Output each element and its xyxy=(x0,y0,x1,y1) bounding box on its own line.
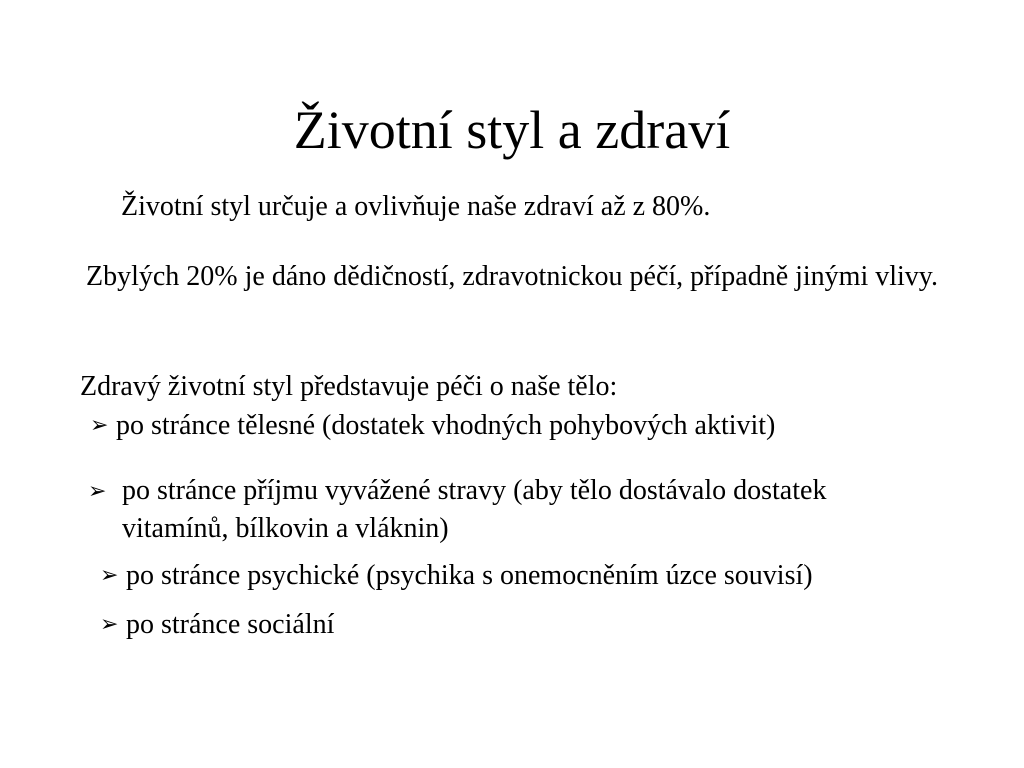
bullet-item xyxy=(100,557,813,594)
arrow-bullet-icon: ➢ xyxy=(100,611,119,636)
bullet-text: po stránce příjmu vyvážené stravy (aby tělo dostávalo dostatek vitamínů, bílkovin a vláknin) xyxy=(122,475,827,544)
bullet-text: po stránce sociální xyxy=(126,609,335,640)
arrow-bullet-icon: ➢ xyxy=(90,412,109,437)
bullet-text: po stránce tělesné (dostatek vhodných pohybových aktivit) xyxy=(116,410,776,441)
arrow-bullet-icon: ➢ xyxy=(88,478,107,503)
bullet-item xyxy=(100,606,334,643)
bullet-item xyxy=(88,472,888,548)
intro-text: Životní styl určuje a ovlivňuje naše zdraví až z 80%. xyxy=(121,191,711,222)
remainder-text: Zbylých 20% je dáno dědičností, zdravotnickou péčí, případně jinými vlivy. xyxy=(86,261,938,292)
arrow-bullet-icon: ➢ xyxy=(100,562,119,587)
slide-title: Životní styl a zdraví xyxy=(293,100,731,160)
bullet-item xyxy=(90,407,775,444)
bullet-text: po stránce psychické (psychika s onemocněním úzce souvisí) xyxy=(126,560,813,591)
list-heading: Zdravý životní styl představuje péči o naše tělo: xyxy=(80,371,618,402)
